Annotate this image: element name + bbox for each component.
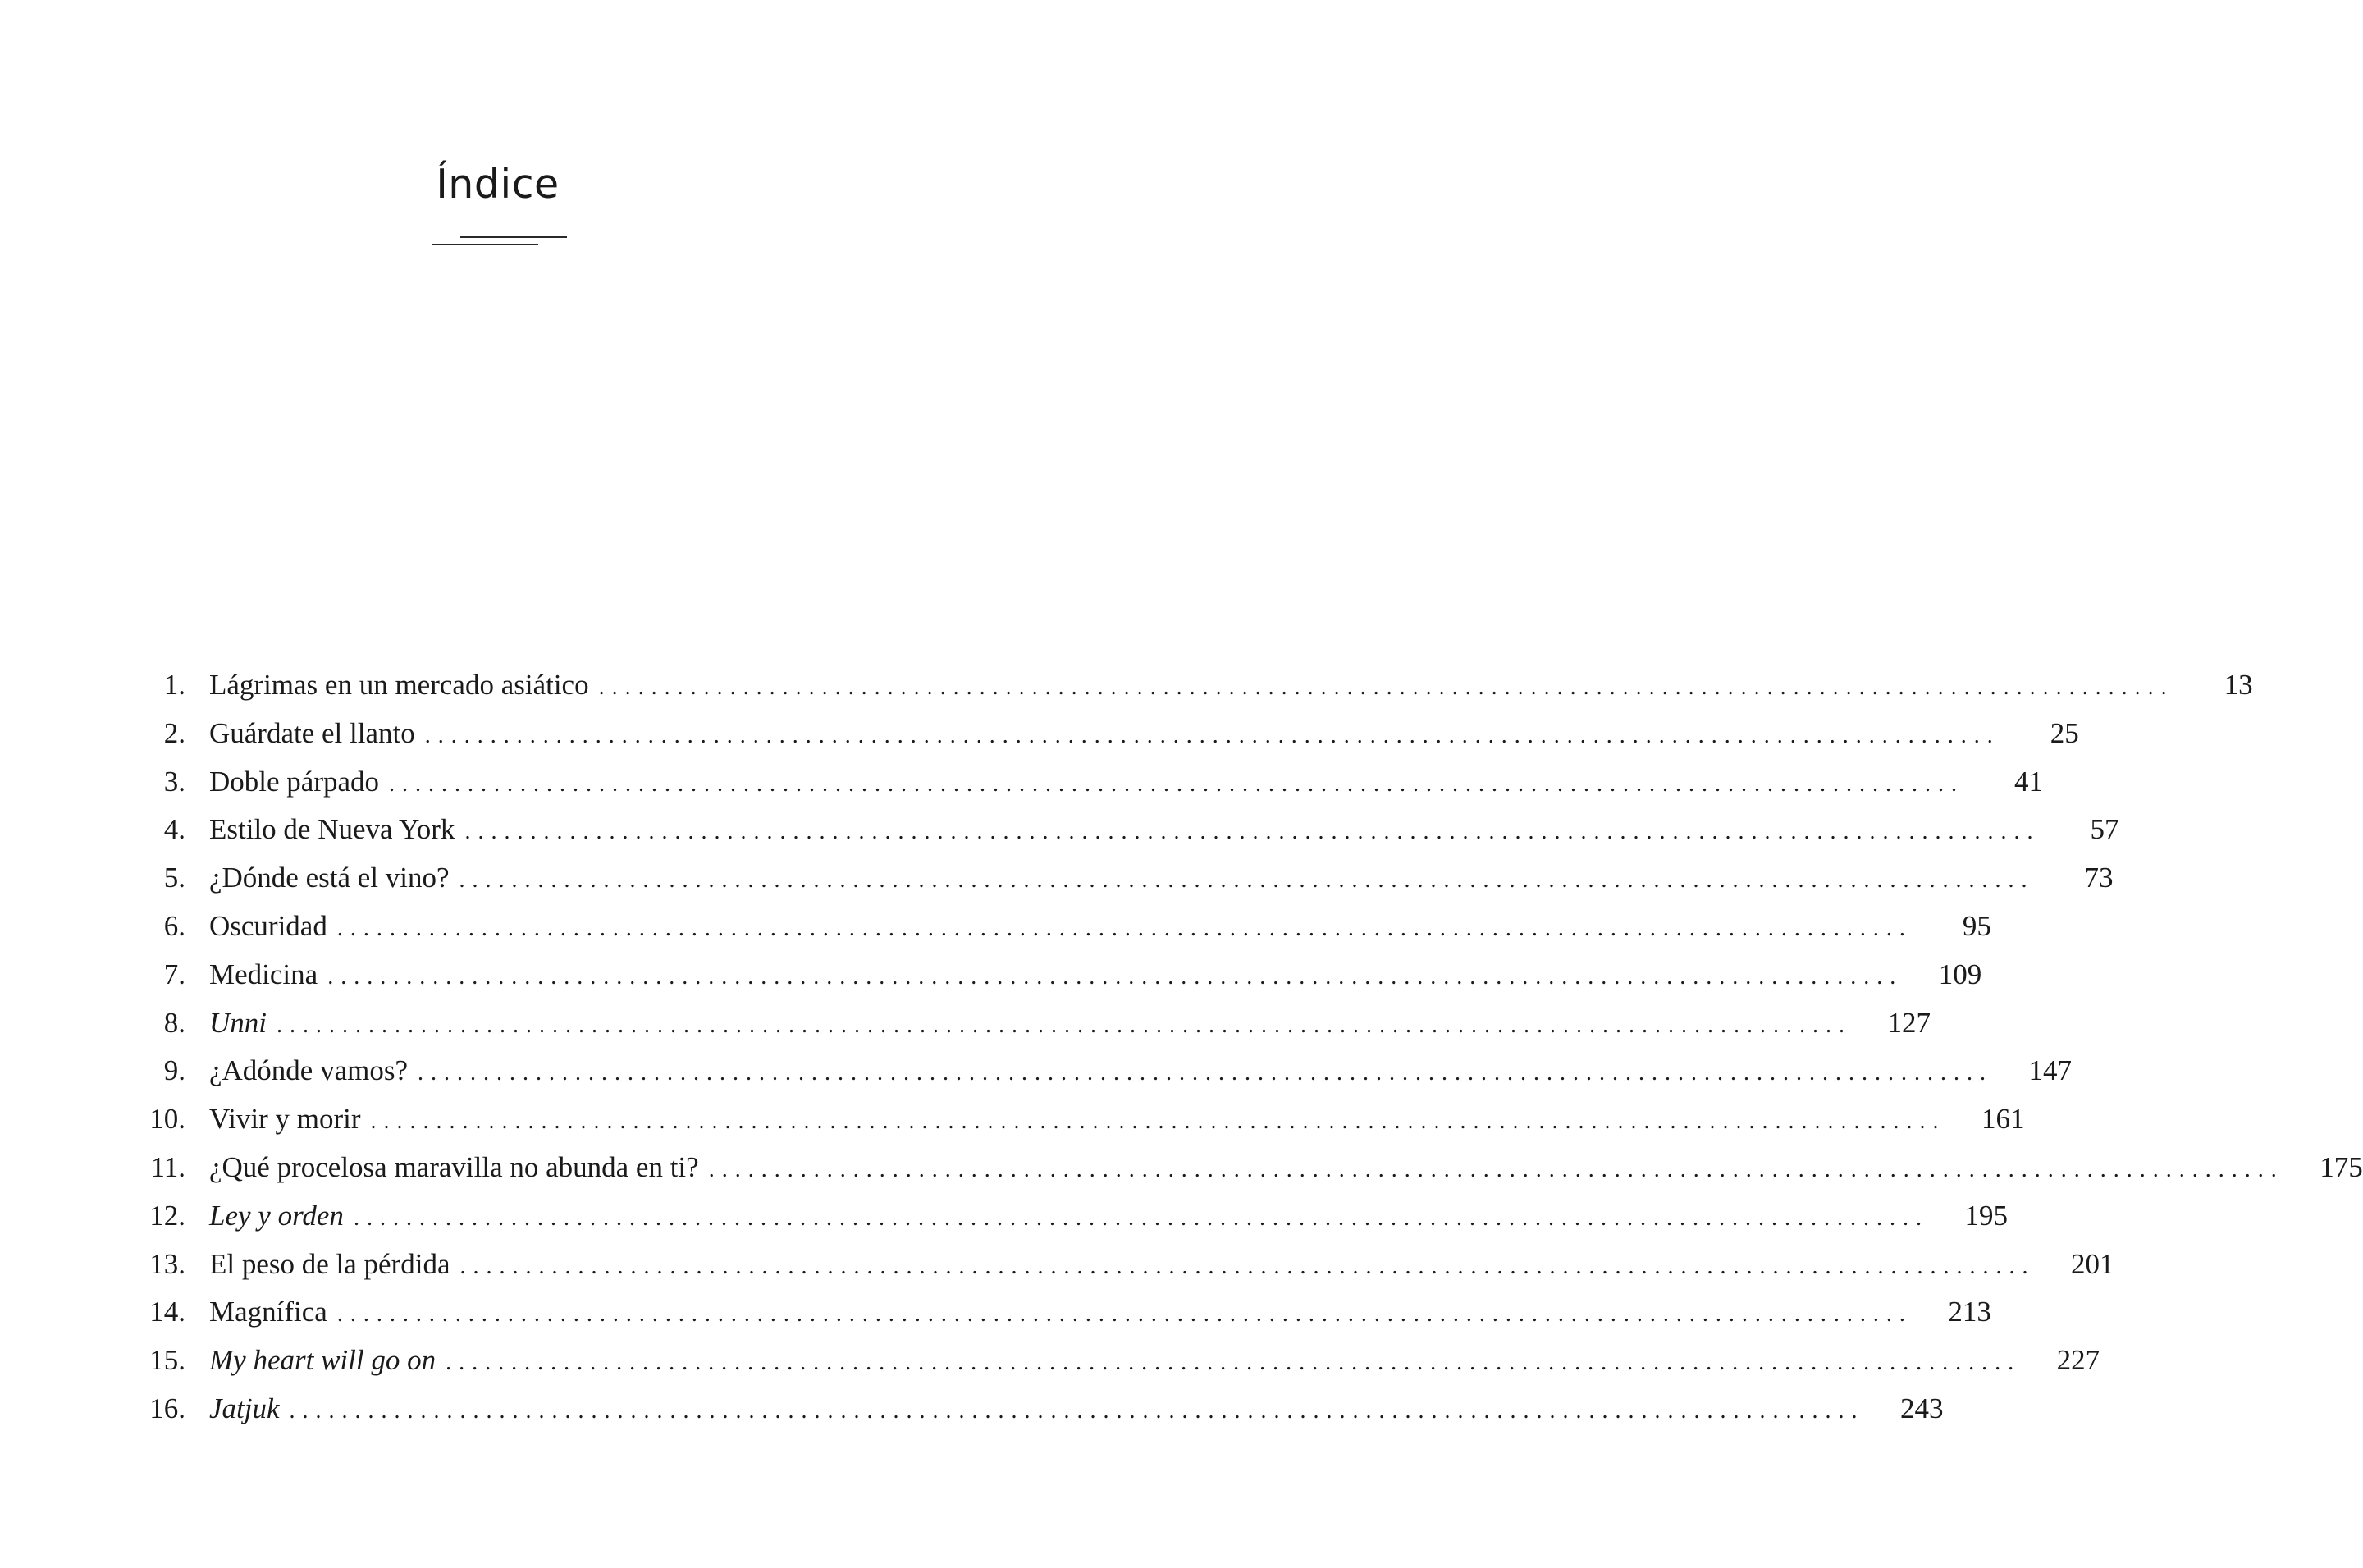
toc-dot-leader: . . . . . . . . . . . . . . . . . . . . . . . . . . . . . . . . . . . . . . . . . . . . . . . . . . . . . . . . . . . . . . . . . . . . . . . . . . . . . . . . . . . . . . . . . . . . . . . . . . . . . . . . . . . . . . . . . . . . . . . . (708, 1156, 2278, 1182)
toc-entry-page: 147 (2028, 1054, 2073, 1087)
toc-entry-title: Oscuridad (209, 909, 327, 942)
toc-entry (139, 1199, 2008, 1248)
toc-entry-number: 3. (163, 765, 185, 798)
page-title: Índice (436, 161, 560, 208)
toc-entry (139, 716, 2079, 766)
toc-entry-title: ¿Adónde vamos? (209, 1054, 409, 1087)
toc-entry-number: 13. (149, 1247, 185, 1280)
toc-entry (139, 1103, 2025, 1151)
toc-entry-number: 10. (149, 1103, 185, 1136)
toc-dot-leader: . . . . . . . . . . . . . . . . . . . . . . . . . . . . . . . . . . . . . . . . . . . . . . . . . . . . . . . . . . . . . . . . . . . . . . . . . . . . . . . . . . . . . . . . . . . . . . . . . . . . . . . . . . . . . . . . . . . . . . . . (289, 1397, 1858, 1424)
toc-entry-page: 127 (1887, 1006, 1931, 1039)
toc-dot-leader: . . . . . . . . . . . . . . . . . . . . . . . . . . . . . . . . . . . . . . . . . . . . . . . . . . . . . . . . . . . . . . . . . . . . . . . . . . . . . . . . . . . . . . . . . . . . . . . . . . . . . . . . . . . . . . . . . . . . . . . . (370, 1109, 1940, 1135)
toc-entry (139, 669, 2253, 717)
toc-entry-title: Jatjuk (209, 1392, 280, 1424)
toc-entry-page: 243 (1900, 1392, 1944, 1424)
toc-entry-title: My heart will go on (209, 1344, 436, 1377)
title-rule-top (460, 236, 567, 238)
toc-dot-leader: . . . . . . . . . . . . . . . . . . . . . . . . . . . . . . . . . . . . . . . . . . . . . . . . . . . . . . . . . . . . . . . . . . . . . . . . . . . . . . . . . . . . . . . . . . . . . . . . . . . . . . . . . . . . . . . . . . . . . . . . (277, 1012, 1845, 1038)
toc-entry (139, 1392, 1944, 1441)
title-rule-bottom (432, 244, 538, 245)
toc-entry (139, 1150, 2363, 1200)
toc-entry-page: 195 (1964, 1199, 2008, 1232)
toc-entry-number: 16. (149, 1392, 185, 1424)
toc-entry-title: ¿Dónde está el vino? (209, 862, 450, 894)
toc-entry-page: 13 (2224, 669, 2253, 701)
toc-entry-number: 11. (150, 1150, 185, 1183)
toc-dot-leader: . . . . . . . . . . . . . . . . . . . . . . . . . . . . . . . . . . . . . . . . . . . . . . . . . . . . . . . . . . . . . . . . . . . . . . . . . . . . . . . . . . . . . . . . . . . . . . . . . . . . . . . . . . . . . . . . . . . . . . . . (459, 867, 2028, 894)
toc-entry-page: 95 (1962, 909, 1991, 942)
toc-entry-page: 25 (2050, 716, 2079, 749)
toc-entry-number: 8. (163, 1006, 185, 1039)
toc-entry-title: ¿Qué procelosa maravilla no abunda en ti? (209, 1150, 699, 1183)
toc-entry (139, 1296, 1991, 1344)
toc-entry-title: Unni (209, 1006, 267, 1039)
toc-dot-leader: . . . . . . . . . . . . . . . . . . . . . . . . . . . . . . . . . . . . . . . . . . . . . . . . . . . . . . . . . . . . . . . . . . . . . . . . . . . . . . . . . . . . . . . . . . . . . . . . . . . . . . . . . . . . . . . . . . . . . . . . (418, 1060, 1987, 1086)
toc-entry-title: Vivir y morir (209, 1103, 361, 1136)
toc-dot-leader: . . . . . . . . . . . . . . . . . . . . . . . . . . . . . . . . . . . . . . . . . . . . . . . . . . . . . . . . . . . . . . . . . . . . . . . . . . . . . . . . . . . . . . . . . . . . . . . . . . . . . . . . . . . . . . . . . . . . . . . . (327, 963, 1897, 990)
toc-dot-leader: . . . . . . . . . . . . . . . . . . . . . . . . . . . . . . . . . . . . . . . . . . . . . . . . . . . . . . . . . . . . . . . . . . . . . . . . . . . . . . . . . . . . . . . . . . . . . . . . . . . . . . . . . . . . . . . . . . . . . . . . (424, 722, 1994, 748)
toc-dot-leader: . . . . . . . . . . . . . . . . . . . . . . . . . . . . . . . . . . . . . . . . . . . . . . . . . . . . . . . . . . . . . . . . . . . . . . . . . . . . . . . . . . . . . . . . . . . . . . . . . . . . . . . . . . . . . . . . . . . . . . . . (464, 819, 2034, 845)
table-of-contents (139, 669, 2363, 1441)
toc-entry (139, 958, 1982, 1007)
toc-entry-page: 175 (2320, 1150, 2363, 1183)
toc-entry-title: Ley y orden (209, 1199, 344, 1232)
toc-entry (139, 1344, 2100, 1392)
toc-entry-page: 213 (1948, 1296, 1991, 1328)
toc-entry-number: 9. (163, 1054, 185, 1087)
toc-dot-leader: . . . . . . . . . . . . . . . . . . . . . . . . . . . . . . . . . . . . . . . . . . . . . . . . . . . . . . . . . . . . . . . . . . . . . . . . . . . . . . . . . . . . . . . . . . . . . . . . . . . . . . . . . . . . . . . . . . . . . . . . (353, 1205, 1922, 1231)
toc-entry-title: Estilo de Nueva York (209, 813, 455, 846)
toc-entry (139, 862, 2114, 910)
toc-entry (139, 1054, 2073, 1103)
toc-dot-leader: . . . . . . . . . . . . . . . . . . . . . . . . . . . . . . . . . . . . . . . . . . . . . . . . . . . . . . . . . . . . . . . . . . . . . . . . . . . . . . . . . . . . . . . . . . . . . . . . . . . . . . . . . . . . . . . . . . . . . . . . (598, 674, 2168, 700)
toc-entry-title: Lágrimas en un mercado asiático (209, 669, 589, 701)
toc-dot-leader: . . . . . . . . . . . . . . . . . . . . . . . . . . . . . . . . . . . . . . . . . . . . . . . . . . . . . . . . . . . . . . . . . . . . . . . . . . . . . . . . . . . . . . . . . . . . . . . . . . . . . . . . . . . . . . . . . . . . . . . . (459, 1253, 2029, 1279)
toc-entry (139, 909, 1991, 958)
toc-entry (139, 813, 2119, 862)
toc-entry-number: 15. (149, 1344, 185, 1377)
toc-entry (139, 1006, 1931, 1055)
toc-entry-number: 12. (149, 1199, 185, 1232)
toc-entry-page: 57 (2090, 813, 2119, 846)
toc-entry-number: 7. (163, 958, 185, 990)
toc-entry (139, 1247, 2114, 1296)
toc-entry-page: 73 (2084, 862, 2114, 894)
toc-entry-page: 41 (2014, 765, 2044, 798)
toc-entry-number: 14. (149, 1296, 185, 1328)
toc-dot-leader: . . . . . . . . . . . . . . . . . . . . . . . . . . . . . . . . . . . . . . . . . . . . . . . . . . . . . . . . . . . . . . . . . . . . . . . . . . . . . . . . . . . . . . . . . . . . . . . . . . . . . . . . . . . . . . . . . . . . . . . . (336, 1301, 1906, 1328)
toc-entry-title: Guárdate el llanto (209, 716, 415, 749)
toc-entry-title: Doble párpado (209, 765, 380, 798)
toc-entry-number: 4. (163, 813, 185, 846)
toc-entry (139, 765, 2044, 814)
toc-entry-title: Magnífica (209, 1296, 327, 1328)
toc-entry-page: 201 (2071, 1247, 2114, 1280)
toc-entry-number: 5. (163, 862, 185, 894)
toc-entry-page: 227 (2056, 1344, 2100, 1377)
toc-entry-title: Medicina (209, 958, 318, 990)
toc-entry-page: 109 (1938, 958, 1982, 990)
toc-dot-leader: . . . . . . . . . . . . . . . . . . . . . . . . . . . . . . . . . . . . . . . . . . . . . . . . . . . . . . . . . . . . . . . . . . . . . . . . . . . . . . . . . . . . . . . . . . . . . . . . . . . . . . . . . . . . . . . . . . . . . . . . (336, 915, 1906, 941)
toc-dot-leader: . . . . . . . . . . . . . . . . . . . . . . . . . . . . . . . . . . . . . . . . . . . . . . . . . . . . . . . . . . . . . . . . . . . . . . . . . . . . . . . . . . . . . . . . . . . . . . . . . . . . . . . . . . . . . . . . . . . . . . . . (389, 770, 1959, 797)
toc-entry-title: El peso de la pérdida (209, 1247, 450, 1280)
toc-dot-leader: . . . . . . . . . . . . . . . . . . . . . . . . . . . . . . . . . . . . . . . . . . . . . . . . . . . . . . . . . . . . . . . . . . . . . . . . . . . . . . . . . . . . . . . . . . . . . . . . . . . . . . . . . . . . . . . . . . . . . . . . (446, 1350, 2015, 1376)
toc-entry-number: 6. (163, 909, 185, 942)
toc-entry-number: 2. (163, 716, 185, 749)
toc-entry-page: 161 (1981, 1103, 2025, 1136)
toc-entry-number: 1. (163, 669, 185, 701)
